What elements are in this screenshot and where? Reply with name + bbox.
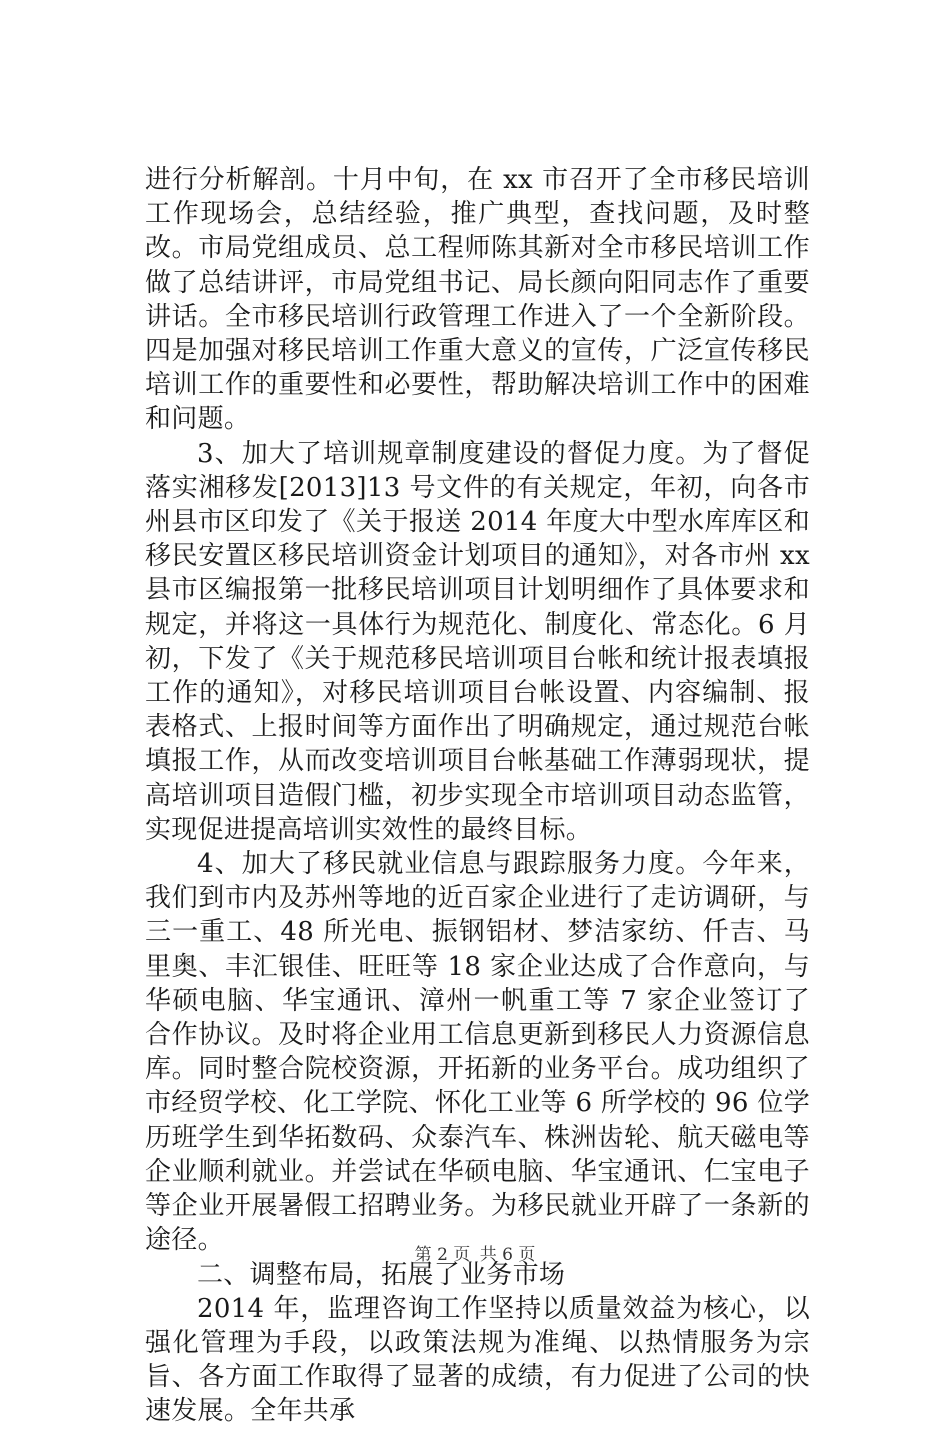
paragraph-2014: 2014 年，监理咨询工作坚持以质量效益为核心，以强化管理为手段，以政策法规为准绳、以热情服务为宗旨、各方面工作取得了显著的成绩，有力促进了公司的快速发展。全年共承 <box>145 1293 810 1427</box>
document-body <box>145 163 810 1429</box>
page-total: 共 6 页 <box>479 1245 536 1265</box>
section-heading: 二、调整布局，拓展了业务市场 <box>197 1259 566 1290</box>
page-footer <box>0 1240 950 1265</box>
paragraph-item-3: 3、加大了培训规章制度建设的督促力度。为了督促落实湘移发[2013]13 号文件的有关规定，年初，向各市州县市区印发了《关于报送 2014 年度大中型水库库区和移民安置区移民培训资金计划项目的通知》，对各市州 xx 县市区编报第一批移民培训项目计划明细作了具体要求和规定，并将这一具体行为规范化、制度化、常态化。6 月初，下发了《关于规范移民培训项目台帐和统计报表填报工作的通知》，对移民培训项目台帐设置、内容编制、报表格式、上报时间等方面作出了明确规定，通过规范台帐填报工作，从而改变培训项目台帐基础工作薄弱现状，提高培训项目造假门槛，初步实现全市培训项目动态监管，实现促进提高培训实效性的最终目标。 <box>145 438 810 845</box>
page-number: 第 2 页 <box>414 1245 471 1265</box>
paragraph-continued: 进行分析解剖。十月中旬，在 xx 市召开了全市移民培训工作现场会，总结经验，推广典型，查找问题，及时整改。市局党组成员、总工程师陈其新对全市移民培训工作做了总结讲评，市局党组书记、局长颜向阳同志作了重要讲话。全市移民培训行政管理工作进入了一个全新阶段。四是加强对移民培训工作重大意义的宣传，广泛宣传移民培训工作的重要性和必要性，帮助解决培训工作中的困难和问题。 <box>145 165 810 435</box>
paragraph-item-4: 4、加大了移民就业信息与跟踪服务力度。今年来，我们到市内及苏州等地的近百家企业进行了走访调研，与三一重工、48 所光电、振钢铝材、梦洁家纺、仟吉、马里奥、丰汇银佳、旺旺等 18 家企业达成了合作意向，与华硕电脑、华宝通讯、漳州一帆重工等 7 家企业签订了合作协议。及时将企业用工信息更新到移民人力资源信息库。同时整合院校资源，开拓新的业务平台。成功组织了市经贸学校、化工学院、怀化工业等 6 所学校的 96 位学历班学生到华拓数码、众泰汽车、株洲齿轮、航天磁电等企业顺利就业。并尝试在华硕电脑、华宝通讯、仁宝电子等企业开展暑假工招聘业务。为移民就业开辟了一条新的途径。 <box>145 849 810 1256</box>
